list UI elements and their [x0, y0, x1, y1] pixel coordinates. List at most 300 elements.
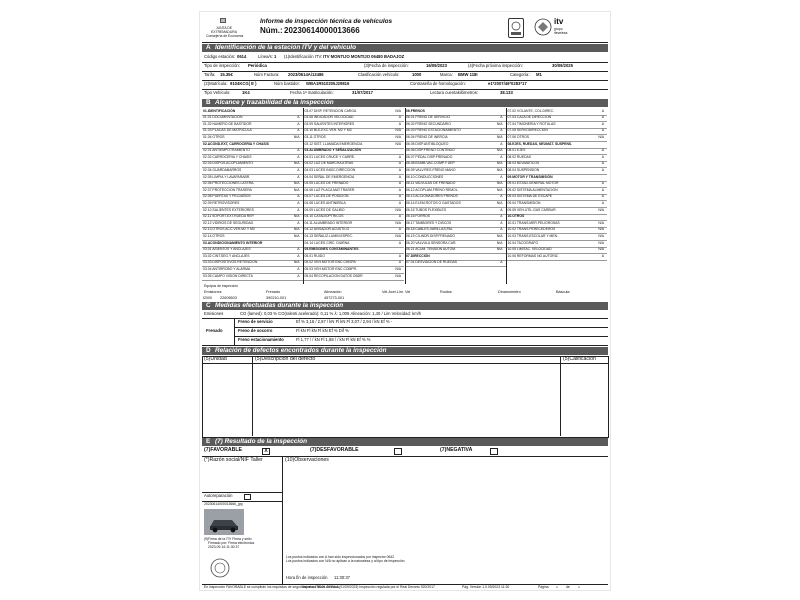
- scope-item-name: 04.ALUMBRADO Y SEÑALIZACIÓN: [304, 148, 361, 153]
- scope-item-value: A: [297, 174, 300, 179]
- col-descripcion: (5)Descripción del defecto: [255, 356, 316, 362]
- scope-item-value: N/A: [496, 148, 503, 153]
- scope-item-value: A: [500, 194, 503, 199]
- scope-item-name: 04.09 LUCES DE GALIBO: [304, 207, 345, 212]
- scope-item-value: A: [297, 128, 300, 133]
- scope-item-value: A: [601, 194, 604, 199]
- scope-item-name: 06.FRENOS: [406, 108, 425, 113]
- scope-item-value: A: [500, 214, 503, 219]
- homologation-label: Contraseña de homologación:: [410, 81, 466, 86]
- defects-table: [202, 356, 609, 438]
- scope-grid: [202, 108, 608, 284]
- scope-item-value: A: [297, 266, 300, 271]
- negativa-label: (7)NEGATIVA: [440, 447, 473, 453]
- scope-item-name: 06.09 VALV.REG.FRENO MANO: [406, 167, 456, 172]
- enac-seal-icon: [508, 18, 524, 38]
- vin: WBA1R510205J29816: [306, 81, 350, 86]
- scope-item-name: 08.02 RUEDAS: [507, 154, 532, 159]
- scope-item-value: N/A: [293, 227, 300, 232]
- report-num-label: Núm.:: [260, 26, 283, 35]
- odometer-label: Lectura cuentakilómetros:: [430, 90, 478, 95]
- station-id: ITV MONTIJO MONTIJO 06480 BADAJOZ: [323, 54, 405, 59]
- vehicle-class-label: Clasificación vehículo:: [358, 72, 400, 77]
- scope-item-name: 05.01 RUIDO: [304, 253, 325, 258]
- scope-item-name: 06.21 ACUM. TENSION AUTOM.: [406, 247, 456, 252]
- vehicle-type: 1K4: [242, 90, 250, 95]
- scope-item-value: A: [398, 121, 401, 126]
- equipment-label: Equipos de inspección: [204, 284, 238, 288]
- scope-item-name: 05.EMISIONES CONTAMINANTES: [304, 247, 359, 252]
- scope-item-name: 02.02 CARROCERIA Y CHASIS: [203, 154, 252, 159]
- scope-item-name: 06.15 TUBOS FLEXIBLES: [406, 207, 447, 212]
- scope-item-value: N/A: [395, 108, 401, 113]
- scope-item-value: A: [500, 128, 503, 133]
- scope-item-value: A: [398, 187, 401, 192]
- scope-item-value: A: [398, 260, 401, 265]
- scope-item-value: A: [398, 161, 401, 166]
- signed-label: (9)Firma de la ITV Firma y sello: [204, 537, 252, 541]
- scope-item-name: 06.06 DISP.FRENO CONTINUO: [406, 148, 455, 153]
- freno-socorro-values: Fl kN Fl kN Fl kN Ef % Dif %: [296, 328, 349, 333]
- scope-item-value: N/A: [293, 187, 300, 192]
- favorable-label: (7)FAVORABLE: [204, 447, 242, 453]
- scope-item-name: 02.04 GUARDABARROS: [203, 167, 242, 172]
- scope-item-name: 05.02 VEH.MOTOR ENC.CHISPA: [304, 260, 356, 265]
- inspection-type-label: Tipo de inspección:: [204, 63, 240, 68]
- scope-item-name: 06.02 FRENO SECUNDARIO: [406, 121, 451, 126]
- razon-social-label: (*)Razón social/NIF Taller: [204, 457, 263, 463]
- tariff: 15.35€: [220, 72, 233, 77]
- scope-item-name: 10.04 TACOGRAFO: [507, 240, 539, 245]
- scope-item-value: A: [500, 141, 503, 146]
- scope-item-name: 07.DIRECCIÓN: [406, 253, 430, 258]
- scope-item-value: A: [500, 227, 503, 232]
- scope-item-value: A: [398, 115, 401, 120]
- scope-item-value: N/A: [395, 233, 401, 238]
- scope-item-value: A: [601, 253, 604, 258]
- scope-item-value: A: [297, 121, 300, 126]
- scope-item-name: 06.03 FRENO ESTACIONAMIENTO: [406, 128, 461, 133]
- station-code: 0614: [237, 54, 247, 59]
- report-number: 20230614000013666: [284, 26, 360, 35]
- scope-row: [304, 273, 405, 281]
- scope-item-name: 04.03 LUCES INDIC.DIRECCION: [304, 167, 356, 172]
- scope-item-name: 10.01 TRANS.MER.PELIGROSAS: [507, 220, 560, 225]
- autoreparacion-check: [244, 494, 251, 500]
- emisiones-values: CO (lamed): 0,03 % CO(ralenti acelerado): 0,11 % λ: 1,006 Alineación: 1,40 / Lim Velocidad: km/h: [240, 311, 422, 316]
- scope-item-name: 07.03 CAJA DE DIRECCION: [507, 115, 552, 120]
- scope-item-value: A: [601, 108, 604, 113]
- scope-item-value: A: [398, 253, 401, 258]
- scope-item-name: 09.04 TRANSMISION: [507, 200, 541, 205]
- equipment-value: 22606503: [220, 296, 237, 300]
- scope-item-value: N/A: [496, 121, 503, 126]
- favorable-check: X: [262, 448, 270, 455]
- signed-by: Firmado por: Firma electrónica: [208, 541, 255, 545]
- equipment-header: Frenado: [266, 290, 281, 294]
- scope-item-value: A: [398, 227, 401, 232]
- scope-item-name: 04.12 AVISADOR ACUSTICO: [304, 227, 350, 232]
- scope-item-value: A: [500, 260, 503, 265]
- scope-item-name: 06.08 BOMB.VAC.COMP.Y DEP: [406, 161, 455, 166]
- scope-item-value: N/A: [496, 167, 503, 172]
- org-line2: EXTREMADURA: [211, 30, 237, 34]
- scope-item-name: 06.04 FRENO DE INERCIA: [406, 134, 448, 139]
- scope-item-value: A: [297, 253, 300, 258]
- org-line1: JUNTA DE: [215, 26, 233, 30]
- col-unidad: (5)Unidad: [204, 356, 227, 362]
- equipment-header: Báscula: [556, 290, 570, 294]
- scope-item-value: N/A: [293, 233, 300, 238]
- scope-item-value: N/A: [598, 227, 604, 232]
- scope-item-value: N/A: [496, 187, 503, 192]
- page-of: de: [566, 585, 570, 589]
- vehicle-class: 1000: [412, 72, 422, 77]
- scope-item-name: 05.04 RECOPILACION DATOS OBDR: [304, 273, 363, 278]
- scope-item-name: 07.01 DESVIACION DE RUEDAS: [406, 260, 458, 265]
- scope-item-name: 04.01 LUCES CRUCE Y CARRE.: [304, 154, 356, 159]
- scope-item-value: A: [297, 167, 300, 172]
- autoreparacion-label: Autoreparación: [204, 493, 233, 498]
- scope-item-value: A: [601, 200, 604, 205]
- scope-item-name: 08.04 SUSPENSION: [507, 167, 540, 172]
- scope-item-value: A: [398, 194, 401, 199]
- section-b-header: B Alcance y trazabilidad de la inspección: [202, 99, 608, 107]
- scope-item-name: 02.14 OTROS: [203, 233, 225, 238]
- scope-item-name: 02.03 DISPOS.ACOPLAMIENTO: [203, 161, 254, 166]
- scope-item-name: 04.14 LUCES CIRC. DIURNA: [304, 240, 350, 245]
- scope-item-name: 03.10 BLE.EXC.VEH. M2 Y M3: [304, 128, 352, 133]
- scope-item-value: A: [297, 207, 300, 212]
- scope-item-name: 10.03 TRANS.ESCOLAR Y MEN.: [507, 233, 559, 238]
- scope-item-name: 08.EJES, RUEDAS, NEUMÁT. SUSPENS.: [507, 141, 573, 146]
- scope-item-name: 02.01 ANTIEMPOTRAMIENTO: [203, 148, 250, 153]
- category: M1: [536, 72, 542, 77]
- scope-item-value: N/A: [293, 134, 300, 139]
- invoice: 2023/0614A/13486: [288, 72, 324, 77]
- scope-item-value: N/A: [598, 134, 604, 139]
- end-time-label: Hora fin de inspección: [286, 575, 328, 580]
- inspection-report-page: [200, 12, 610, 590]
- scope-item-name: 06.10 CONDUCCIONES: [406, 174, 444, 179]
- scope-item-name: 07.04 TIMONERIA Y ROTULAS: [507, 121, 556, 126]
- scope-item-value: N/A: [395, 207, 401, 212]
- scope-item-name: 10.05 LIMITAC. VELOCIDAD: [507, 247, 552, 252]
- scope-item-name: 06.17 TAMBORES Y DISCOS: [406, 220, 452, 225]
- scope-item-value: N/A: [598, 220, 604, 225]
- scope-item-name: 09.MOTOR Y TRANSMISIÓN: [507, 174, 553, 179]
- equipment-table: [202, 290, 608, 302]
- section-d-header: D Relación de defectos encontrados durante la inspección: [202, 347, 608, 355]
- desfavorable-label: (7)DESFAVORABLE: [310, 447, 359, 453]
- scope-item-name: 06.18 CABLES,VARILLAS,PAL: [406, 227, 453, 232]
- equipment-header: Emisiones: [204, 290, 222, 294]
- scope-item-name: 10.06 REFORMAS NO AUTORIZ.: [507, 253, 559, 258]
- scope-item-name: 03.05 CAMPO VISION DIRECTA: [203, 273, 253, 278]
- footer-right: Pág. Versión 1.0.09/2023 11:30: [462, 585, 510, 589]
- scope-item-name: 09.02 SISTEMA ALIMENTACION: [507, 187, 558, 192]
- itv-logo-text: itv: [554, 17, 564, 26]
- scope-item-value: N/A: [395, 273, 401, 278]
- scope-item-value: N/A: [496, 181, 503, 186]
- scope-item-name: 04.11 ALUMBRADO INTERIOR: [304, 220, 353, 225]
- scope-column-divider: [506, 108, 507, 284]
- scope-item-value: A: [601, 187, 604, 192]
- next-date: 30/09/2025: [552, 63, 573, 68]
- scope-item-value: A: [601, 115, 604, 120]
- equipment-value: 390210-001: [266, 296, 287, 300]
- scope-item-name: 09.03 SISTEMA DE ESCAPE: [507, 194, 552, 199]
- scope-item-name: 03.ACONDICIONAMIENTO INTERIOR: [203, 240, 263, 245]
- equipment-header: Ruidos: [440, 290, 452, 294]
- scope-item-name: 03.03 DISPOSITIVOS RETENCION: [203, 260, 258, 265]
- equipment-value: 457273-001: [324, 296, 345, 300]
- next-date-label: (4)Fecha próxima inspección:: [468, 63, 523, 68]
- scope-item-name: 08.03 NEUMATICOS: [507, 161, 540, 166]
- scope-item-value: N/A: [293, 214, 300, 219]
- line-label: Línea/s:: [258, 54, 273, 59]
- scope-item-name: 03.12 SIST. LLAMADA EMERGENCIA: [304, 141, 363, 146]
- scope-item-value: N/A: [293, 161, 300, 166]
- scope-item-value: A: [398, 181, 401, 186]
- scope-item-name: 02.09 RETROVISORES: [203, 200, 240, 205]
- scope-item-name: 02.07 PROTECCION TRASERA: [203, 187, 252, 192]
- observaciones-label: (10)Observaciones: [285, 457, 329, 463]
- scope-item-name: 01.IDENTIFICACIÓN: [203, 108, 236, 113]
- scope-item-value: N/A: [496, 200, 503, 205]
- scope-item-name: 04.08 LUCES ANTINIEBLA: [304, 200, 346, 205]
- invoice-label: Núm Factura:: [254, 72, 280, 77]
- inspection-type: Periódica: [248, 63, 267, 68]
- scope-item-name: 03.09 SALIENTES INTERIORES: [304, 121, 355, 126]
- scope-item-name: 06.05 DISP.ANTIBLOQUEO: [406, 141, 449, 146]
- points-note-1: Los puntos indicados con A han sido inspeccionados por inspector 0642: [286, 555, 395, 559]
- section-c-header: C Medidas efectuadas durante la inspección: [202, 302, 608, 310]
- negativa-check: [490, 448, 498, 455]
- itv-logo-sub1: grupo: [554, 27, 563, 31]
- scope-item-name: 06.11 VALVULAS DE FRENADO: [406, 181, 456, 186]
- scope-item-name: 07.05 SERVODIRECCION: [507, 128, 548, 133]
- scope-item-name: 08.01 EJES: [507, 148, 526, 153]
- scope-item-value: A: [398, 200, 401, 205]
- scope-item-value: A: [297, 115, 300, 120]
- scope-item-name: 09.01 ESTAD.GENERAL MOTOR: [507, 181, 559, 186]
- freno-servicio-values: Ef % 3,16 / 2,67 / kN Fl kN Fl 3,07 / 2,94 / kN Ef % -: [296, 319, 393, 324]
- scope-item-name: 04.05 LUCES DE FRENADO: [304, 181, 349, 186]
- scope-item-name: 01.02 NUMERO DE BASTIDOR: [203, 121, 252, 126]
- station-id-label: (1)Identificación ITV:: [284, 54, 323, 59]
- scope-item-name: 06.12 ACOPLAM.FRENO REMOL.: [406, 187, 459, 192]
- scope-item-value: A: [601, 148, 604, 153]
- scope-item-name: 04.02 LUZ DE MARCHA ATRAS: [304, 161, 354, 166]
- scope-item-name: 02.08 PUERTAS Y PELDAÑOS: [203, 194, 251, 199]
- scope-item-value: A: [398, 154, 401, 159]
- vehicle-type-label: Tipo Vehículo:: [204, 90, 231, 95]
- line-value: 1: [274, 54, 277, 59]
- scope-item-name: 02.13 OTROS ACC.VEH.M2 Y M3: [203, 227, 255, 232]
- scope-item-name: 07.02 VOLANTE, COL.DIREC.: [507, 108, 555, 113]
- scope-column-divider: [303, 108, 304, 284]
- scope-item-value: A: [297, 247, 300, 252]
- col-calificacion: (5)Calificación: [563, 356, 596, 362]
- end-time: 11:30:37: [334, 575, 350, 580]
- itv-logo-sub2: itevelesa: [554, 31, 568, 35]
- scope-item-name: 02.12 VIDRIOS DE SEGURIDAD: [203, 220, 254, 225]
- scope-item-name: 04.06 LUZ PLACA MAT.TRASER.: [304, 187, 356, 192]
- vehicle-photo: [204, 509, 244, 535]
- scope-item-value: A: [398, 214, 401, 219]
- scope-item-value: N/A: [395, 266, 401, 271]
- scope-item-value: N/A: [395, 134, 401, 139]
- scope-item-name: 04.07 LUCES DE POSICION: [304, 194, 349, 199]
- homologation: e1*2007/46*0283*17: [488, 81, 527, 86]
- scope-item-value: N/A: [293, 260, 300, 265]
- scope-item-name: 06.01 FRENO DE SERVICIO: [406, 115, 451, 120]
- scope-item-value: A: [601, 154, 604, 159]
- scope-item-name: 05.03 VEH.MOTOR ENC.COMPR.: [304, 266, 358, 271]
- scope-item-value: A: [297, 200, 300, 205]
- frenado-label: Frenado: [206, 328, 223, 333]
- page-number: 1: [556, 586, 558, 589]
- scope-item-value: A: [500, 115, 503, 120]
- brand: BMW 118I: [458, 72, 478, 77]
- scope-item-value: N/A: [395, 141, 401, 146]
- scope-item-value: N/A: [496, 247, 503, 252]
- desfavorable-check: [394, 448, 402, 455]
- scope-item-value: A: [297, 273, 300, 278]
- scope-item-name: 09.05 VEH.UTIL.GAS CARBUR.: [507, 207, 557, 212]
- equipment-header: Alineación: [324, 290, 342, 294]
- scope-item-name: 01.01 DOCUMENTACION: [203, 115, 243, 120]
- scope-item-name: 07.06 OTROS: [507, 134, 529, 139]
- scope-item-name: 03.04 ANTIRROBO Y ALARMA: [203, 266, 251, 271]
- report-title: Informe de inspección técnica de vehículos: [260, 18, 393, 25]
- scope-item-value: A: [601, 161, 604, 166]
- section-a-header: A Identificación de la estación ITV y del vehículo: [202, 44, 608, 52]
- first-reg: 31/07/2017: [352, 90, 373, 95]
- photo-caption: 20230614000013666_jpg: [204, 502, 243, 506]
- footer-left: En inspección FAVORABLE se cumplirán los requisitos de seguridad al no haber defectos: [204, 585, 340, 589]
- scope-item-name: 03.02 CINT.SEG.Y ANCLAJES: [203, 253, 250, 258]
- scope-item-value: A: [500, 154, 503, 159]
- scope-item-name: 03.08 INDICADOR VELOCIDAD: [304, 115, 354, 120]
- scope-item-name: 02.ACOND.EXT, CARROCERÍA Y CHASIS: [203, 141, 269, 146]
- scope-item-name: 06.16 FORROS: [406, 214, 430, 219]
- scope-item-name: 06.19 CILINDR.DISP.FRENADO: [406, 233, 455, 238]
- scope-item-value: A: [297, 194, 300, 199]
- freno-servicio-label: Freno de servicio: [238, 319, 273, 324]
- scope-item-value: A: [398, 174, 401, 179]
- scope-item-value: N/A: [496, 240, 503, 245]
- plate-label: (2)Matrícula:: [204, 81, 228, 86]
- tariff-label: Tarifa:: [204, 72, 216, 77]
- scope-item-name: 04.04 SEÑAL DE EMERGENCIA: [304, 174, 355, 179]
- plate: 9104KCG( E ): [230, 81, 257, 86]
- scope-item-name: 02.10 SALIENTES EXTERIORES: [203, 207, 254, 212]
- section-e-header: E (7) Resultado de la inspección: [202, 438, 608, 446]
- scope-item-value: A: [500, 207, 503, 212]
- scope-item-name: 06.20 VALVULA SENSORA CAR.: [406, 240, 457, 245]
- scope-item-name: 02.11 SOPORT.EXT.RUEDA REP.: [203, 214, 255, 219]
- scope-item-name: 02.05 LIMPIA Y LAVAPARABR.: [203, 174, 251, 179]
- freno-estacionamiento-label: Freno estacionamiento: [238, 337, 284, 342]
- scope-item-value: N/A: [496, 233, 503, 238]
- category-label: Categoría:: [510, 72, 530, 77]
- scope-item-value: N/A: [293, 181, 300, 186]
- freno-estacionamiento-values: Fl 1,77 / / kN Fl 1,88 / / kN Fl kN Ef % %: [296, 337, 371, 342]
- equipment-prefix: f2000: [203, 296, 212, 300]
- signed-date: 2023-09-16 11:30:37: [208, 545, 240, 549]
- freno-socorro-label: Freno de socorro: [238, 328, 273, 333]
- scope-item-value: A: [601, 121, 604, 126]
- scope-item-value: N/A: [395, 220, 401, 225]
- scope-item-name: 06.07 PEDAL DISP.FRENADO: [406, 154, 453, 159]
- scope-item-value: N/A: [598, 247, 604, 252]
- scope-item-value: A: [601, 167, 604, 172]
- scope-item-value: A: [297, 154, 300, 159]
- scope-item-name: 06.13 ACCIONADORES FRENOS: [406, 194, 458, 199]
- scope-item-value: A: [601, 128, 604, 133]
- org-line3: Consejería de Economía: [206, 34, 244, 38]
- scope-item-value: A: [601, 181, 604, 186]
- scope-item-name: 01.03 PLACAS DE MATRICULA: [203, 128, 252, 133]
- inspection-date-label: (3)Fecha de inspección:: [364, 63, 409, 68]
- scope-item-value: A: [398, 240, 401, 245]
- scope-item-value: N/A: [598, 207, 604, 212]
- first-reg-label: Fecha 1ª matriculación:: [290, 90, 334, 95]
- brand-label: Marca:: [440, 72, 453, 77]
- scope-item-name: 04.10 CATADIOPTRICOS: [304, 214, 344, 219]
- scope-item-value: A: [398, 167, 401, 172]
- vin-label: Núm bastidor:: [274, 81, 301, 86]
- scope-item-name: 04.13 SEÑALIZ.LUMIN.ESPEC.: [304, 233, 353, 238]
- scope-row: [405, 260, 506, 268]
- scope-item-name: 10.02 TRANS.PERECEDEROS: [507, 227, 556, 232]
- footer-center: Impreso ITE-01-01 Ed.4 (01/09/2023) Inspección regulada por el Real Decreto 920/2017: [302, 585, 435, 589]
- scope-item-name: 03.11 OTROS: [304, 134, 326, 139]
- scope-item-name: 03.07 DISP. RETENCION CARGA: [304, 108, 357, 113]
- scope-item-value: N/A: [496, 161, 503, 166]
- scope-item-value: A: [500, 174, 503, 179]
- scope-item-name: 03.01 ASIENTOS Y ANCLAJES: [203, 247, 251, 252]
- scope-item-value: N/A: [598, 240, 604, 245]
- inspection-date: 16/09/2023: [426, 63, 447, 68]
- scope-item-value: N/A: [395, 128, 401, 133]
- itv-stamp-icon: [210, 558, 230, 578]
- scope-item-value: N/A: [496, 134, 503, 139]
- scope-item-value: A: [297, 148, 300, 153]
- odometer: 38.133: [500, 90, 513, 95]
- equipment-header: Vel.Acel.Lim. Vel: [382, 290, 411, 294]
- scope-item-name: 01.04 OTROS: [203, 134, 225, 139]
- scope-item-name: 02.06 PROTECCIONES LATERA.: [203, 181, 255, 186]
- scope-item-name: 06.14 ELEM.ROTOS O GASTADOS: [406, 200, 461, 205]
- equipment-header: Dinamómetro: [498, 290, 521, 294]
- page-total: 1: [578, 586, 580, 589]
- scope-item-name: 10.OTROS: [507, 214, 525, 219]
- scope-row: [202, 273, 303, 281]
- scope-item-value: N/A: [598, 233, 604, 238]
- page-label: Página: [538, 585, 549, 589]
- scope-column-divider: [405, 108, 406, 284]
- points-note-2: Los puntos indicados con N/A no aplican a la naturaleza y al tipo de inspección: [286, 559, 405, 563]
- scope-item-value: A: [500, 220, 503, 225]
- scope-item-value: A: [297, 220, 300, 225]
- station-code-label: Código estación:: [204, 54, 236, 59]
- scope-row: [507, 253, 608, 261]
- itv-group-logo: [534, 16, 590, 40]
- emisiones-label: Emisiones: [204, 311, 224, 316]
